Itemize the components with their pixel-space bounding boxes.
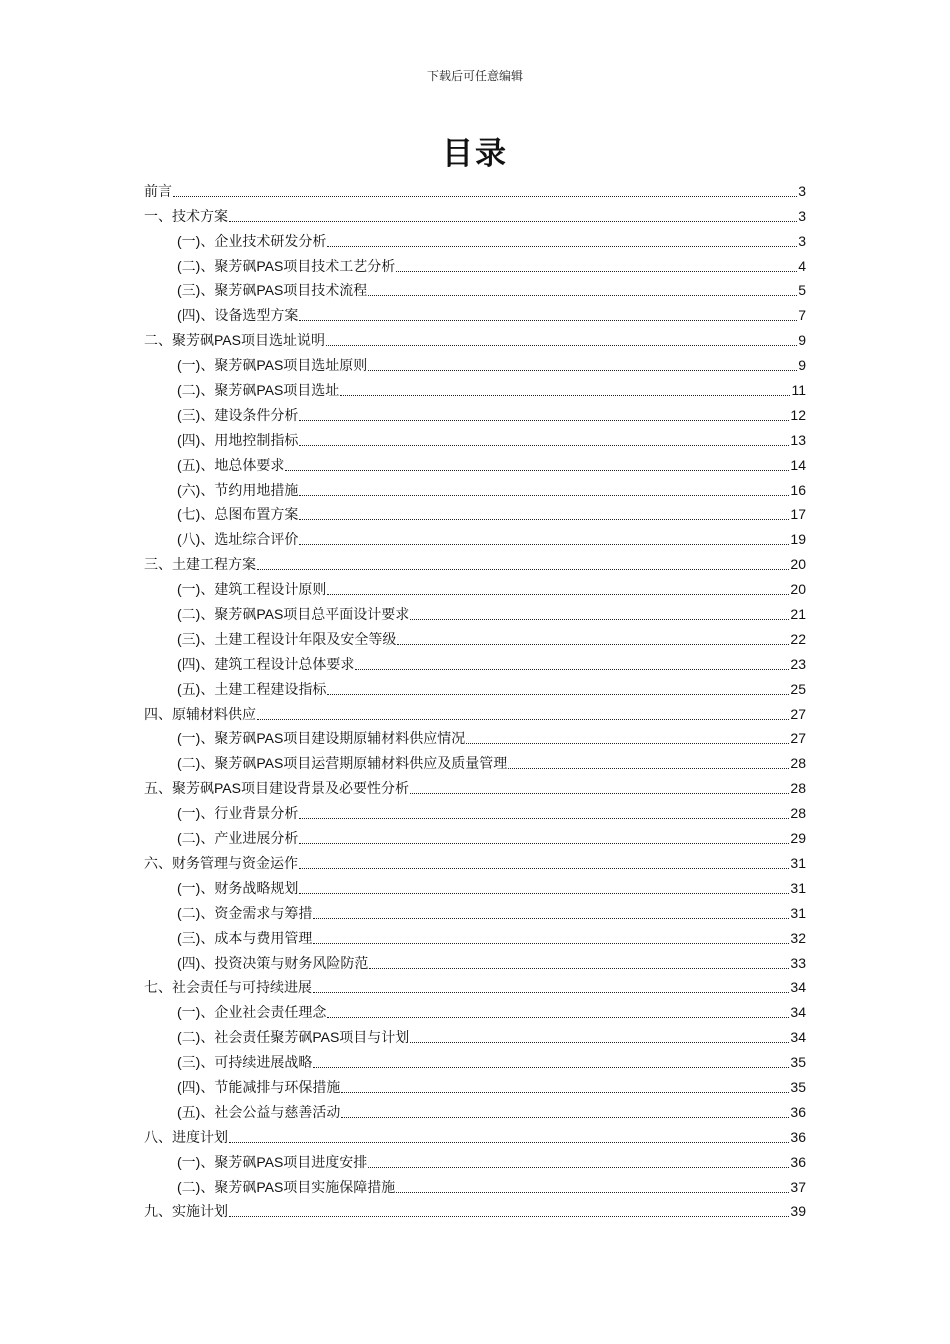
- page-title: 目录: [442, 136, 508, 172]
- toc-entry[interactable]: [144, 499, 806, 524]
- toc-dot-leader: [368, 1158, 789, 1168]
- toc-entry[interactable]: [144, 523, 806, 548]
- toc-entry[interactable]: [144, 747, 806, 772]
- toc-dot-leader: [355, 660, 789, 670]
- toc-entry-page-number: 36: [790, 1128, 806, 1145]
- toc-entry-page-number: 14: [790, 456, 806, 473]
- toc-entry[interactable]: [144, 399, 806, 424]
- toc-entry[interactable]: [144, 797, 806, 822]
- toc-entry[interactable]: [144, 250, 806, 275]
- toc-entry-label: (七)、总图布置方案: [177, 506, 299, 523]
- toc-dot-leader: [466, 734, 789, 744]
- toc-dot-leader: [396, 262, 797, 272]
- toc-entry-label: 二、聚芳砜PAS项目选址说明: [144, 332, 325, 349]
- toc-dot-leader: [299, 436, 789, 446]
- toc-dot-leader: [508, 759, 789, 769]
- toc-entry-page-number: 29: [790, 830, 806, 847]
- toc-dot-leader: [313, 909, 789, 919]
- toc-entry-label: (三)、聚芳砜PAS项目技术流程: [177, 282, 368, 299]
- toc-entry[interactable]: [144, 374, 806, 399]
- toc-entry[interactable]: [144, 598, 806, 623]
- toc-entry-label: 五、聚芳砜PAS项目建设背景及必要性分析: [144, 780, 409, 797]
- toc-entry[interactable]: [144, 648, 806, 673]
- toc-dot-leader: [327, 237, 797, 247]
- toc-entry[interactable]: [144, 947, 806, 972]
- toc-entry[interactable]: [144, 1121, 806, 1146]
- toc-dot-leader: [340, 386, 790, 396]
- toc-entry-page-number: 39: [790, 1203, 806, 1220]
- toc-entry-label: (三)、可持续进展战略: [177, 1054, 313, 1071]
- toc-entry[interactable]: [144, 474, 806, 499]
- toc-entry-page-number: 11: [791, 382, 806, 399]
- toc-entry[interactable]: [144, 872, 806, 897]
- toc-entry[interactable]: [144, 623, 806, 648]
- toc-entry-page-number: 27: [790, 705, 806, 722]
- toc-entry-label: (一)、企业技术研发分析: [177, 232, 327, 249]
- toc-entry-label: (一)、聚芳砜PAS项目建设期原辅材料供应情况: [177, 730, 466, 747]
- toc-dot-leader: [299, 884, 789, 894]
- toc-entry[interactable]: [144, 1196, 806, 1221]
- toc-entry-page-number: 19: [790, 531, 806, 548]
- toc-dot-leader: [229, 1207, 789, 1217]
- toc-dot-leader: [257, 560, 789, 570]
- toc-entry-page-number: 20: [790, 556, 806, 573]
- toc-entry-page-number: 34: [790, 1004, 806, 1021]
- toc-entry[interactable]: [144, 424, 806, 449]
- toc-entry-label: (一)、行业背景分析: [177, 805, 299, 822]
- toc-entry[interactable]: [144, 449, 806, 474]
- toc-entry[interactable]: [144, 847, 806, 872]
- table-of-contents: [144, 175, 806, 1220]
- toc-entry[interactable]: [144, 1046, 806, 1071]
- toc-entry[interactable]: [144, 573, 806, 598]
- toc-entry-page-number: 9: [798, 357, 806, 374]
- toc-entry-label: (五)、土建工程建设指标: [177, 680, 327, 697]
- toc-entry-label: (四)、投资决策与财务风险防范: [177, 954, 369, 971]
- toc-entry-page-number: 33: [790, 954, 806, 971]
- toc-entry-page-number: 5: [798, 282, 806, 299]
- toc-dot-leader: [326, 336, 797, 346]
- toc-entry[interactable]: [144, 723, 806, 748]
- toc-entry-label: (四)、建筑工程设计总体要求: [177, 655, 355, 672]
- toc-dot-leader: [313, 983, 789, 993]
- toc-dot-leader: [368, 286, 797, 296]
- toc-entry[interactable]: [144, 200, 806, 225]
- toc-entry-page-number: 3: [798, 207, 806, 224]
- toc-entry-page-number: 32: [790, 929, 806, 946]
- toc-entry-label: (二)、聚芳砜PAS项目技术工艺分析: [177, 257, 396, 274]
- toc-entry-page-number: 3: [798, 232, 806, 249]
- toc-entry-page-number: 16: [790, 481, 806, 498]
- toc-entry-page-number: 23: [790, 655, 806, 672]
- toc-dot-leader: [327, 585, 789, 595]
- toc-entry-page-number: 36: [790, 1103, 806, 1120]
- toc-entry[interactable]: [144, 996, 806, 1021]
- toc-entry-page-number: 36: [790, 1153, 806, 1170]
- toc-entry[interactable]: [144, 1171, 806, 1196]
- toc-dot-leader: [327, 1008, 789, 1018]
- toc-entry-label: (二)、聚芳砜PAS项目运营期原辅材料供应及质量管理: [177, 755, 508, 772]
- toc-entry[interactable]: [144, 548, 806, 573]
- toc-dot-leader: [369, 959, 789, 969]
- toc-entry-page-number: 12: [790, 406, 806, 423]
- toc-entry-label: (一)、财务战略规划: [177, 879, 299, 896]
- toc-entry-label: (一)、企业社会责任理念: [177, 1004, 327, 1021]
- toc-entry[interactable]: [144, 225, 806, 250]
- toc-entry[interactable]: [144, 299, 806, 324]
- toc-entry-page-number: 25: [790, 680, 806, 697]
- toc-dot-leader: [229, 1133, 789, 1143]
- toc-entry-page-number: 28: [790, 805, 806, 822]
- toc-entry-label: (三)、土建工程设计年限及安全等级: [177, 630, 397, 647]
- toc-entry-page-number: 20: [790, 581, 806, 598]
- toc-dot-leader: [397, 635, 789, 645]
- toc-entry[interactable]: [144, 673, 806, 698]
- toc-dot-leader: [410, 1033, 789, 1043]
- toc-entry[interactable]: [144, 897, 806, 922]
- toc-entry[interactable]: [144, 1146, 806, 1171]
- toc-entry[interactable]: [144, 698, 806, 723]
- toc-entry[interactable]: [144, 324, 806, 349]
- toc-entry-label: 一、技术方案: [144, 207, 228, 224]
- toc-dot-leader: [229, 212, 797, 222]
- toc-dot-leader: [368, 361, 797, 371]
- toc-entry[interactable]: [144, 772, 806, 797]
- toc-entry[interactable]: [144, 175, 806, 200]
- toc-dot-leader: [396, 1183, 789, 1193]
- toc-dot-leader: [285, 461, 789, 471]
- toc-entry-label: (四)、设备选型方案: [177, 307, 299, 324]
- toc-entry-label: 六、财务管理与资金运作: [144, 854, 298, 871]
- toc-entry-page-number: 21: [790, 606, 806, 623]
- toc-dot-leader: [299, 311, 797, 321]
- toc-entry-page-number: 28: [790, 755, 806, 772]
- toc-entry-label: (二)、聚芳砜PAS项目总平面设计要求: [177, 606, 410, 623]
- page-header: 下载后可任意编辑: [426, 69, 523, 83]
- toc-entry[interactable]: [144, 1071, 806, 1096]
- toc-entry-page-number: 31: [790, 904, 806, 921]
- toc-entry-page-number: 7: [798, 307, 806, 324]
- toc-dot-leader: [257, 710, 789, 720]
- toc-entry-label: (二)、资金需求与筹措: [177, 904, 313, 921]
- toc-dot-leader: [299, 859, 789, 869]
- toc-entry-label: (四)、节能减排与环保措施: [177, 1078, 341, 1095]
- toc-entry-page-number: 17: [790, 506, 806, 523]
- toc-entry[interactable]: [144, 1021, 806, 1046]
- toc-entry-page-number: 31: [790, 854, 806, 871]
- toc-entry-page-number: 34: [790, 1029, 806, 1046]
- toc-entry[interactable]: [144, 275, 806, 300]
- toc-dot-leader: [313, 1058, 789, 1068]
- toc-entry-label: (五)、地总体要求: [177, 456, 285, 473]
- toc-entry-label: 前言: [144, 182, 172, 199]
- toc-dot-leader: [173, 187, 797, 197]
- toc-entry[interactable]: [144, 1096, 806, 1121]
- toc-dot-leader: [299, 411, 789, 421]
- toc-dot-leader: [299, 486, 789, 496]
- toc-dot-leader: [341, 1083, 789, 1093]
- toc-dot-leader: [299, 809, 789, 819]
- toc-entry-label: (八)、选址综合评价: [177, 531, 299, 548]
- toc-entry-label: (四)、用地控制指标: [177, 431, 299, 448]
- toc-entry-page-number: 35: [790, 1078, 806, 1095]
- toc-entry-page-number: 4: [798, 257, 806, 274]
- toc-entry-label: 八、进度计划: [144, 1128, 228, 1145]
- toc-entry-label: 三、土建工程方案: [144, 556, 256, 573]
- toc-entry-label: (一)、聚芳砜PAS项目选址原则: [177, 357, 368, 374]
- toc-entry-label: 四、原辅材料供应: [144, 705, 256, 722]
- toc-entry-label: (二)、聚芳砜PAS项目选址: [177, 382, 340, 399]
- toc-entry-page-number: 35: [790, 1054, 806, 1071]
- toc-dot-leader: [341, 1108, 789, 1118]
- toc-entry[interactable]: [144, 349, 806, 374]
- toc-entry-page-number: 37: [790, 1178, 806, 1195]
- toc-entry-page-number: 31: [790, 879, 806, 896]
- toc-entry-page-number: 13: [790, 431, 806, 448]
- toc-entry-page-number: 27: [790, 730, 806, 747]
- toc-entry-label: (五)、社会公益与慈善活动: [177, 1103, 341, 1120]
- toc-entry-page-number: 34: [790, 979, 806, 996]
- toc-entry-label: 九、实施计划: [144, 1203, 228, 1220]
- toc-dot-leader: [410, 610, 789, 620]
- toc-dot-leader: [299, 510, 789, 520]
- toc-dot-leader: [327, 685, 789, 695]
- toc-entry-label: (二)、社会责任聚芳砜PAS项目与计划: [177, 1029, 410, 1046]
- toc-entry-label: (二)、聚芳砜PAS项目实施保障措施: [177, 1178, 396, 1195]
- toc-entry-label: (三)、成本与费用管理: [177, 929, 313, 946]
- toc-entry-page-number: 3: [798, 182, 806, 199]
- toc-dot-leader: [313, 934, 789, 944]
- toc-entry-page-number: 9: [798, 332, 806, 349]
- toc-entry-page-number: 28: [790, 780, 806, 797]
- toc-entry[interactable]: [144, 822, 806, 847]
- toc-dot-leader: [410, 784, 789, 794]
- toc-entry[interactable]: [144, 972, 806, 997]
- toc-entry-label: (一)、聚芳砜PAS项目进度安排: [177, 1153, 368, 1170]
- toc-entry-label: (二)、产业进展分析: [177, 830, 299, 847]
- toc-entry-label: 七、社会责任与可持续进展: [144, 979, 312, 996]
- toc-entry-label: (六)、节约用地措施: [177, 481, 299, 498]
- toc-entry-page-number: 22: [790, 630, 806, 647]
- toc-entry[interactable]: [144, 922, 806, 947]
- toc-entry-label: (三)、建设条件分析: [177, 406, 299, 423]
- toc-entry-label: (一)、建筑工程设计原则: [177, 581, 327, 598]
- toc-dot-leader: [299, 535, 789, 545]
- toc-dot-leader: [299, 834, 789, 844]
